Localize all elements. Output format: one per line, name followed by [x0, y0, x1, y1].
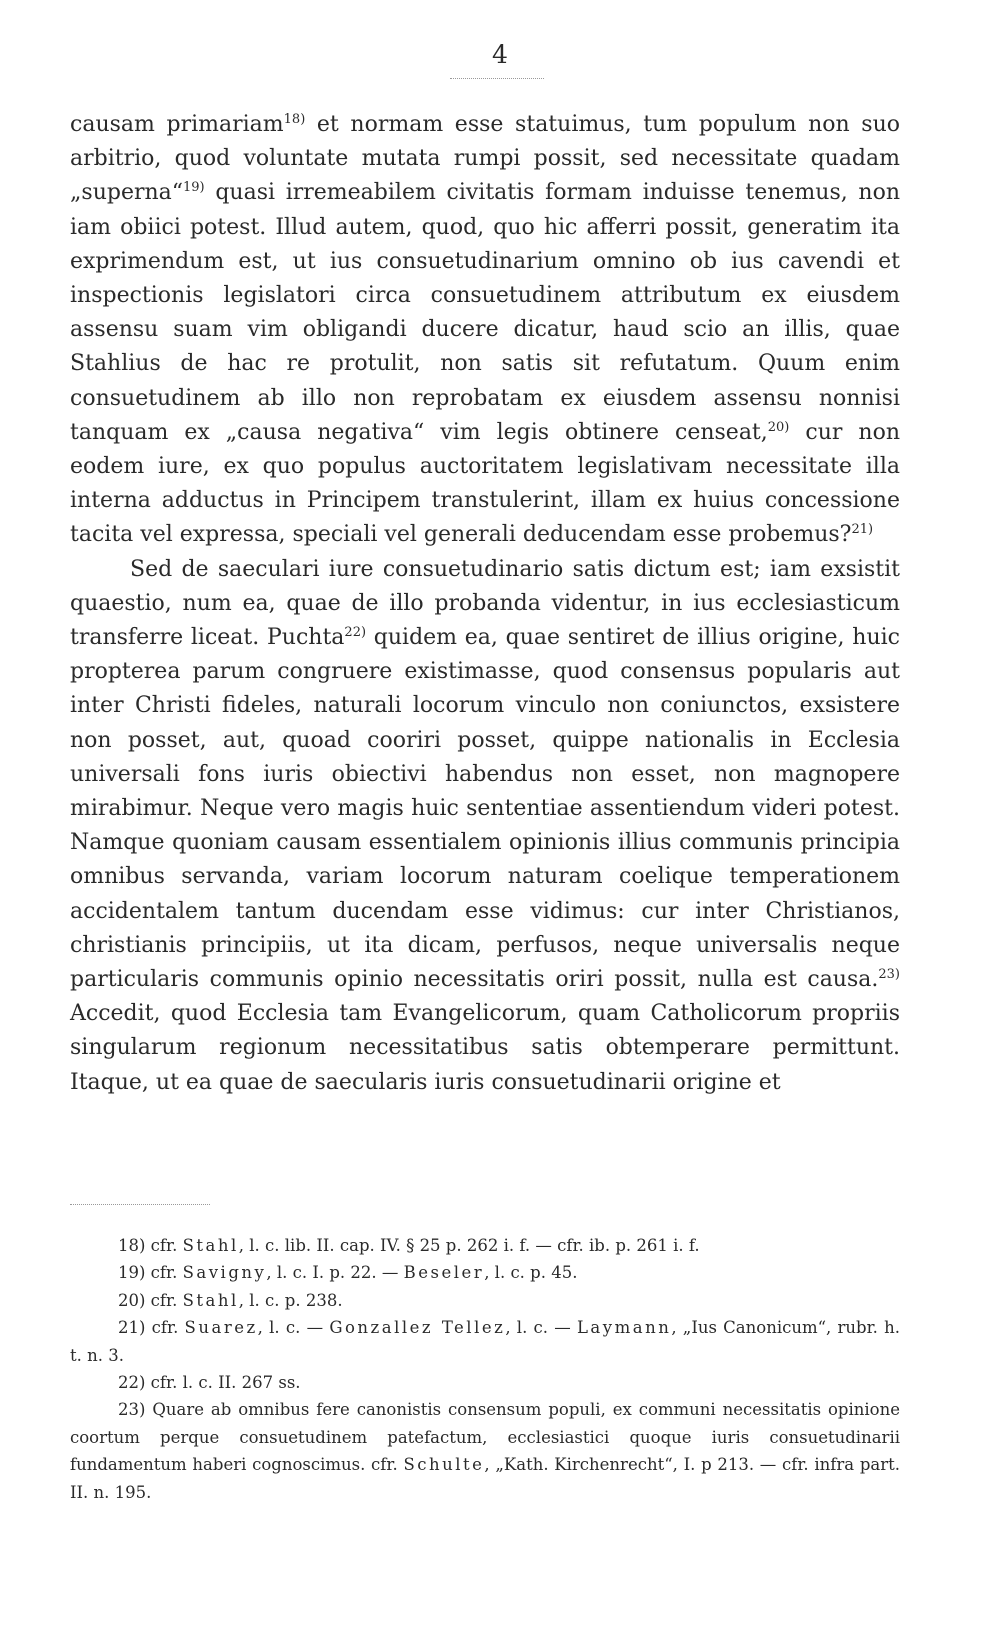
- text-run: et normam esse statuimus, tum populum non suo arbitrio, quod voluntate mutata rumpi possit, sed necessitate quadam „superna“: [70, 112, 900, 206]
- text-run: , „Ius Canonicum“, rubr. h. t. n. 3.: [70, 1318, 901, 1365]
- footnote-23: [70, 1396, 900, 1506]
- author-name: Beseler: [403, 1263, 485, 1283]
- footnote-ref-18: 18): [283, 112, 306, 127]
- text-run: quasi irremeabilem civitatis formam induisse tenemus, non iam obiici potest. Illud autem, quod, quo hic afferri possit, generatim ita exprimendum est, ut ius consuetudinarium omnino ob ius cavendi et inspectionis legislatori circa consuetudinem attributum ex eiusdem assensu suam vim obligandi ducere dicatur, haud scio an illis, quae Stahlius de hac re protulit, non satis sit refutatum. Quum enim consuetudinem ab illo non reprobatam ex eiusdem assensu nonnisi tanquam ex „causa negativa“ vim legis obtinere censeat,: [70, 180, 900, 445]
- paragraph-2: [70, 553, 900, 1100]
- footnote-21: [70, 1314, 900, 1369]
- text-run: quidem ea, quae sentiret de illius origine, huic propterea parum congruere existimasse, quod consensus popularis aut inter Christi fideles, naturali locorum vinculo non coniunctos, exsistere non posset, aut, quoad cooriri posset, quippe nationalis in Ecclesia universali fons iuris obiectivi habendus non esset, non magnopere mirabimur. Neque vero magis huic sententiae assentiendum videri potest. Namque quoniam causam essentialem opinionis illius communis principia omnibus servanda, variam locorum naturam coelique temperationem accidentalem tantum ducendam esse vidimus: cur inter Christianos, christianis principiis, ut ita dicam, perfusos, neque universalis neque particularis communis opinio necessitatis oriri possit, nulla est causa.: [70, 625, 900, 993]
- text-run: 18) cfr.: [118, 1236, 183, 1255]
- footnotes: [70, 1232, 900, 1506]
- author-name: Gonzallez Tellez: [329, 1318, 506, 1338]
- text-run: 20) cfr.: [118, 1290, 183, 1310]
- text-run: 23) Quare ab omnibus fere canonistis consensum populi, ex communi necessitatis opinione coortum perque consuetudinem patefactum, ecclesiastici quoque iuris consuetudinarii fundamentum haberi cognoscimus. cfr.: [70, 1400, 900, 1475]
- text-run: , l. c. p. 238.: [238, 1290, 343, 1310]
- text-run: , l. c. p. 45.: [484, 1263, 578, 1283]
- text-run: 19) cfr.: [118, 1263, 183, 1283]
- author-name: Savigny: [182, 1263, 267, 1283]
- text-run: , l. c. lib. II. cap. IV. § 25 p. 262 i. f. — cfr. ib. p. 261 i. f.: [238, 1236, 700, 1255]
- page-number: 4: [492, 40, 508, 69]
- text-run: , l. c. —: [257, 1318, 330, 1338]
- author-name: Schulte: [403, 1455, 485, 1475]
- footnote-ref-19: 19): [183, 180, 205, 196]
- footnote-22: [70, 1369, 900, 1396]
- footnote-20: [70, 1287, 900, 1314]
- text-run: causam primariam: [70, 112, 284, 137]
- footnote-ref-22: 22): [344, 625, 367, 641]
- footnote-19: [70, 1259, 900, 1286]
- text-run: Accedit, quod Ecclesia tam Evangelicorum, quam Catholicorum propriis singularum regionum necessitatibus satis obtemperare permittunt. Itaque, ut ea quae de saecularis iuris consuetudinarii origine et: [70, 1001, 900, 1095]
- main-text: [70, 108, 900, 1100]
- author-name: Stahl: [182, 1290, 239, 1310]
- footnote-ref-20: 20): [767, 419, 790, 435]
- author-name: Stahl: [182, 1236, 239, 1255]
- paragraph-1: [70, 108, 900, 553]
- footnote-18: [70, 1232, 900, 1259]
- footnote-ref-21: 21): [851, 522, 874, 538]
- text-run: , l. c. —: [505, 1318, 577, 1338]
- footnote-ref-23: 23): [878, 967, 900, 983]
- text-run: 22) cfr. l. c. II. 267 ss.: [118, 1373, 301, 1393]
- author-name: Suarez: [184, 1318, 258, 1338]
- text-run: Sed de saeculari iure consuetudinario satis dictum est; iam exsistit quaestio, num ea, quae de illo probanda videntur, in ius ecclesiasticum transferre liceat. Puchta: [70, 556, 900, 651]
- author-name: Laymann: [576, 1318, 672, 1338]
- text-run: , „Kath. Kirchenrecht“, I. p 213. — cfr. infra part. II. n. 195.: [70, 1455, 900, 1502]
- text-run: 21) cfr.: [118, 1318, 185, 1338]
- footnote-rule: [70, 1204, 210, 1205]
- text-run: , l. c. I. p. 22. —: [266, 1263, 404, 1283]
- header-rule: [450, 78, 544, 79]
- text-run: cur non eodem iure, ex quo populus auctoritatem legislativam necessitate illa interna adductus in Principem transtulerint, illam ex huius concessione tacita vel expressa, speciali vel generali deducendam esse probemus?: [70, 419, 900, 548]
